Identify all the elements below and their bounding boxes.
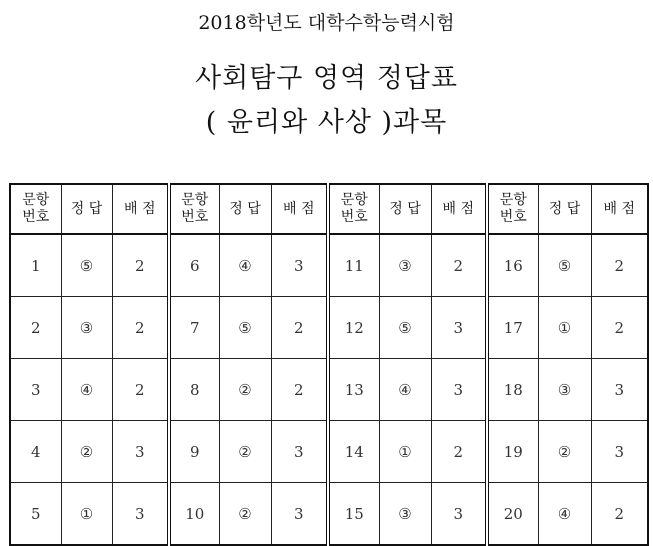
header-number	[487, 184, 538, 234]
points-cell: 2	[112, 297, 169, 359]
header-answer: 정 답	[61, 184, 112, 234]
header-number-line1: 문항	[499, 192, 527, 208]
points-cell: 3	[591, 421, 648, 483]
answer-cell: ⑤	[538, 234, 591, 297]
answer-cell: ④	[538, 483, 591, 546]
answer-cell: ④	[61, 359, 112, 421]
question-number: 10	[169, 483, 219, 546]
header-number-line2: 번호	[340, 209, 368, 225]
exam-title: 2018학년도 대학수학능력시험	[198, 12, 455, 34]
points-cell: 2	[112, 359, 169, 421]
header-answer: 정 답	[538, 184, 591, 234]
points-cell: 3	[591, 359, 648, 421]
table-row	[10, 359, 648, 421]
question-number: 5	[10, 483, 61, 546]
header-number-line1: 문항	[181, 192, 209, 208]
answer-cell: ③	[379, 483, 431, 546]
header-points: 배 점	[112, 184, 169, 234]
points-cell: 2	[431, 421, 487, 483]
table-row	[10, 483, 648, 546]
points-cell: 2	[112, 234, 169, 297]
question-number: 12	[328, 297, 379, 359]
answer-cell: ②	[219, 483, 271, 546]
answer-key-table	[9, 183, 649, 546]
question-number: 19	[487, 421, 538, 483]
answer-cell: ④	[379, 359, 431, 421]
points-cell: 3	[431, 297, 487, 359]
points-cell: 3	[112, 421, 169, 483]
question-number: 15	[328, 483, 379, 546]
header-points: 배 점	[591, 184, 648, 234]
question-number: 16	[487, 234, 538, 297]
answer-cell: ②	[538, 421, 591, 483]
header-answer: 정 답	[379, 184, 431, 234]
header-number-line1: 문항	[340, 192, 368, 208]
points-cell: 3	[112, 483, 169, 546]
answer-cell: ②	[219, 421, 271, 483]
points-cell: 2	[591, 297, 648, 359]
points-cell: 2	[431, 234, 487, 297]
points-cell: 3	[431, 483, 487, 546]
question-number: 17	[487, 297, 538, 359]
header-number	[328, 184, 379, 234]
table-header-row	[10, 184, 648, 234]
header-number	[169, 184, 219, 234]
question-number: 2	[10, 297, 61, 359]
answer-cell: ②	[61, 421, 112, 483]
header-points: 배 점	[271, 184, 328, 234]
points-cell: 2	[271, 359, 328, 421]
answer-cell: ③	[61, 297, 112, 359]
header-answer: 정 답	[219, 184, 271, 234]
answer-cell: ①	[61, 483, 112, 546]
table-row	[10, 421, 648, 483]
table-row	[10, 297, 648, 359]
question-number: 13	[328, 359, 379, 421]
question-number: 3	[10, 359, 61, 421]
points-cell: 3	[271, 234, 328, 297]
question-number: 6	[169, 234, 219, 297]
header-points: 배 점	[431, 184, 487, 234]
answer-cell: ③	[379, 234, 431, 297]
header-number-line1: 문항	[22, 192, 50, 208]
answer-cell: ②	[219, 359, 271, 421]
points-cell: 3	[271, 483, 328, 546]
header-number-line2: 번호	[22, 209, 50, 225]
question-number: 8	[169, 359, 219, 421]
table-row	[10, 234, 648, 297]
question-number: 4	[10, 421, 61, 483]
answer-cell: ⑤	[61, 234, 112, 297]
question-number: 7	[169, 297, 219, 359]
question-number: 20	[487, 483, 538, 546]
points-cell: 3	[431, 359, 487, 421]
answer-cell: ①	[379, 421, 431, 483]
question-number: 11	[328, 234, 379, 297]
question-number: 14	[328, 421, 379, 483]
points-cell: 3	[271, 421, 328, 483]
header-number-line2: 번호	[499, 209, 527, 225]
answer-key-title: 사회탐구 영역 정답표	[195, 63, 458, 94]
question-number: 18	[487, 359, 538, 421]
points-cell: 2	[591, 234, 648, 297]
header-number-line2: 번호	[181, 209, 209, 225]
header-number	[10, 184, 61, 234]
subject-title: ( 윤리와 사상 )과목	[205, 107, 448, 138]
points-cell: 2	[271, 297, 328, 359]
answer-cell: ⑤	[379, 297, 431, 359]
answer-cell: ①	[538, 297, 591, 359]
answer-cell: ③	[538, 359, 591, 421]
points-cell: 2	[591, 483, 648, 546]
question-number: 9	[169, 421, 219, 483]
answer-cell: ⑤	[219, 297, 271, 359]
question-number: 1	[10, 234, 61, 297]
answer-cell: ④	[219, 234, 271, 297]
